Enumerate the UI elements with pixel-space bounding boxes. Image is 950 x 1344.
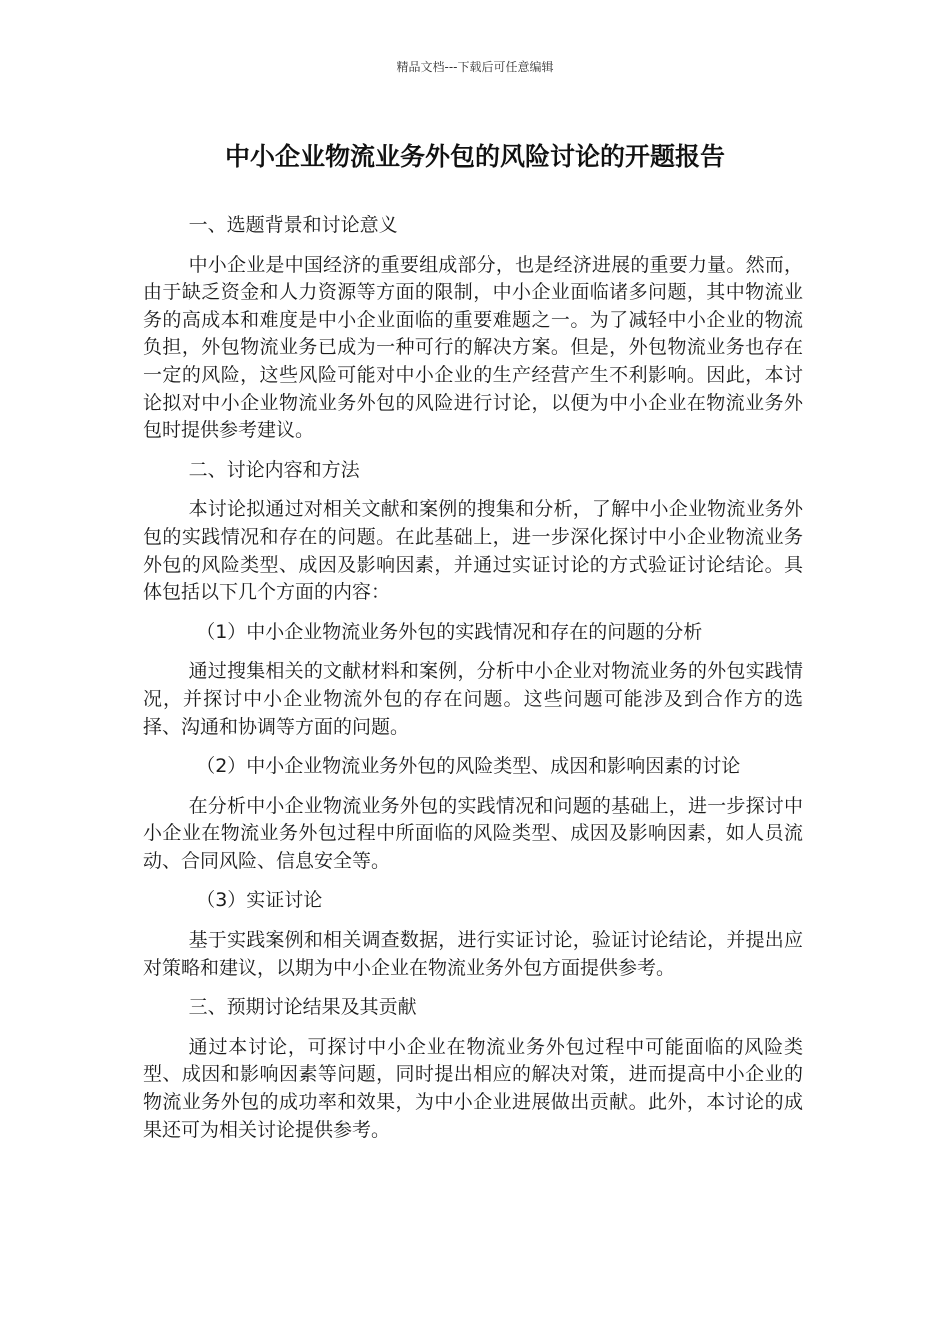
- section-3-heading: 三、预期讨论结果及其贡献: [188, 996, 417, 1019]
- section-1-paragraph: 中小企业是中国经济的重要组成部分，也是经济进展的重要力量。然而，由于缺乏资金和人力资源等方面的限制，中小企业面临诸多问题，其中物流业务的高成本和难度是中小企业面临的重要难题之一。为了减轻中小企业的物流负担，外包物流业务已成为一种可行的解决方案。但是，外包物流业务也存在一定的风险，这些风险可能对中小企业的生产经营产生不利影响。因此，本讨论拟对中小企业物流业务外包的风险进行讨论，以便为中小企业在物流业务外包时提供参考建议。: [143, 253, 803, 442]
- section-2-item-2-paragraph: 在分析中小企业物流业务外包的实践情况和问题的基础上，进一步探讨中小企业在物流业务外包过程中所面临的风险类型、成因及影响因素，如人员流动、合同风险、信息安全等。: [143, 794, 803, 872]
- section-2-heading: 二、讨论内容和方法: [188, 458, 360, 481]
- section-2-item-2-heading: （2）中小企业物流业务外包的风险类型、成因和影响因素的讨论: [196, 755, 741, 778]
- section-1-heading: 一、选题背景和讨论意义: [188, 214, 398, 236]
- section-2-item-1-heading: （1）中小企业物流业务外包的实践情况和存在的问题的分析: [196, 620, 703, 643]
- section-2-item-1-paragraph: 通过搜集相关的文献材料和案例，分析中小企业对物流业务的外包实践情况，并探讨中小企业物流外包的存在问题。这些问题可能涉及到合作方的选择、沟通和协调等方面的问题。: [143, 660, 803, 738]
- document-body: [143, 212, 803, 1144]
- section-2-paragraph: 本讨论拟通过对相关文献和案例的搜集和分析，了解中小企业物流业务外包的实践情况和存在的问题。在此基础上，进一步深化探讨中小企业物流业务外包的风险类型、成因及影响因素，并通过实证讨论的方式验证讨论结论。具体包括以下几个方面的内容：: [143, 498, 803, 604]
- section-3-paragraph: 通过本讨论，可探讨中小企业在物流业务外包过程中可能面临的风险类型、成因和影响因素等问题，同时提出相应的解决对策，进而提高中小企业的物流业务外包的成功率和效果，为中小企业进展做出贡献。此外，本讨论的成果还可为相关讨论提供参考。: [143, 1035, 803, 1141]
- header-note: 精品文档---下载后可任意编辑: [396, 60, 554, 74]
- document-title: 中小企业物流业务外包的风险讨论的开题报告: [224, 142, 725, 171]
- section-2-item-3-heading: （3）实证讨论: [196, 889, 323, 912]
- section-2-item-3-paragraph: 基于实践案例和相关调查数据，进行实证讨论，验证讨论结论，并提出应对策略和建议，以期为中小企业在物流业务外包方面提供参考。: [143, 929, 803, 979]
